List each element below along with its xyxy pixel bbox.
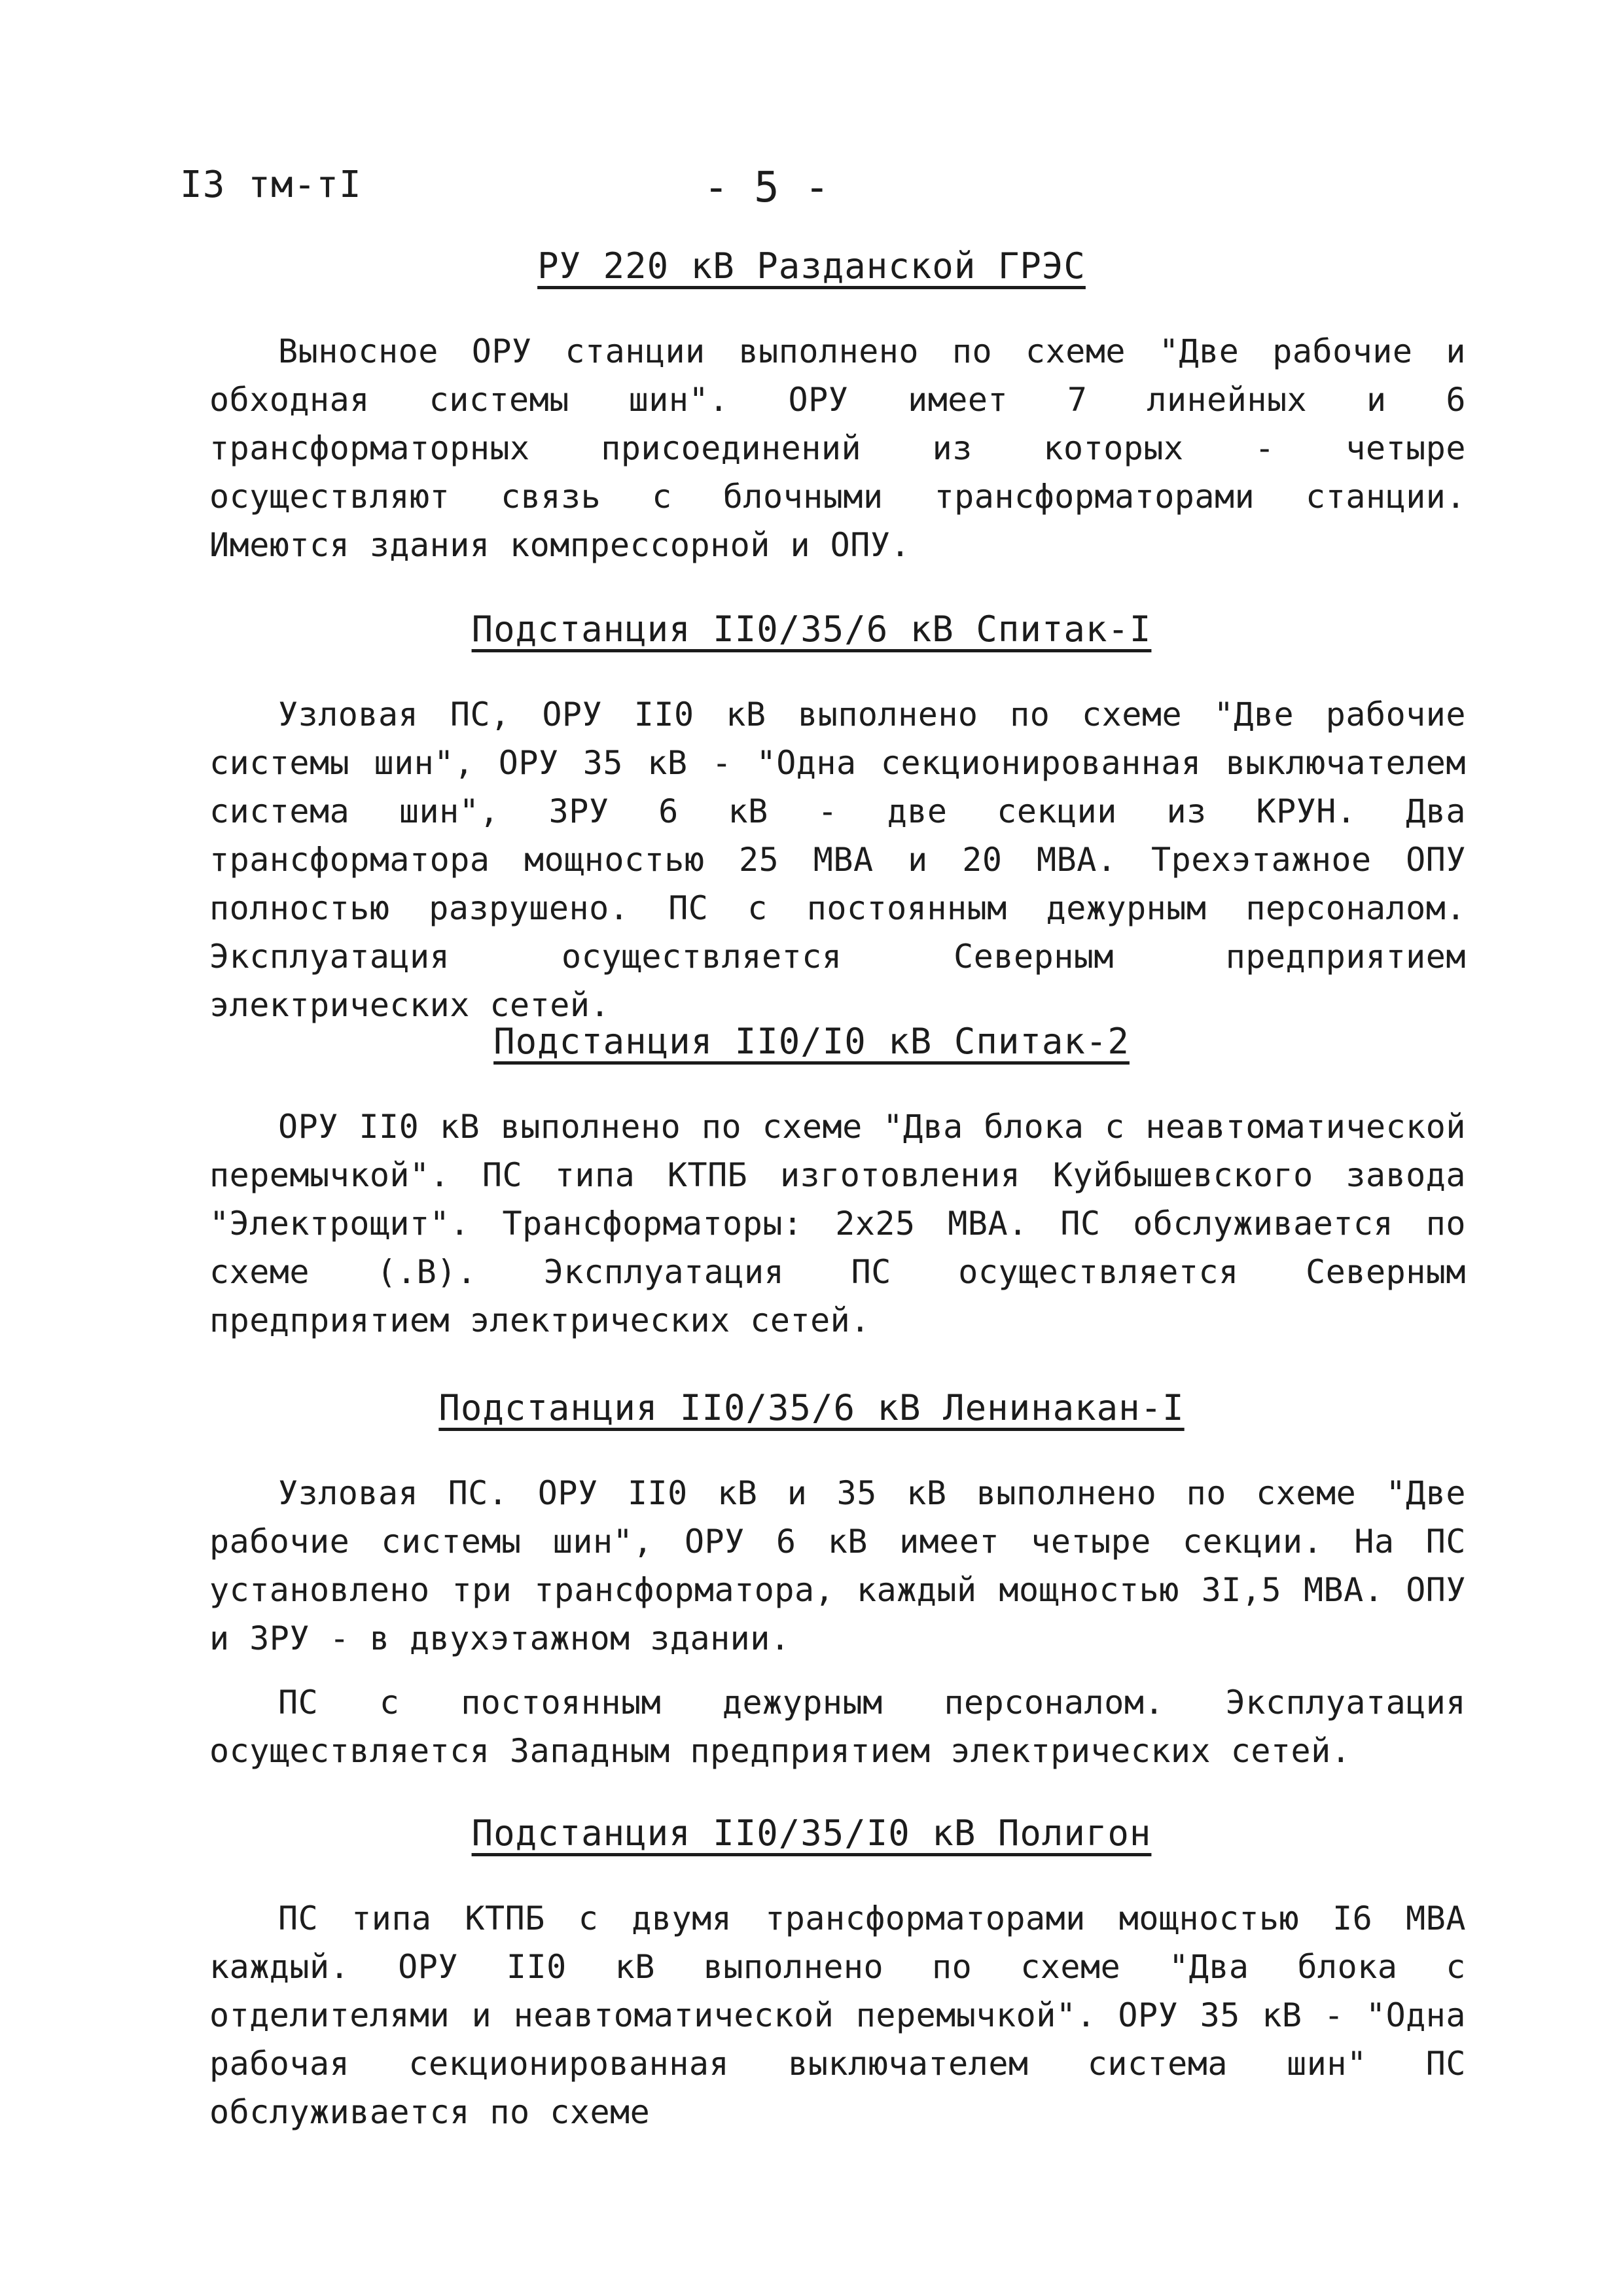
section-paragraph: ОРУ II0 кВ выполнено по схеме "Два блока с неавтоматической перемычкой". ПС типа КТПБ изготовления Куйбышевского завода "Электрощит". Трансформаторы: 2х25 МВА. ПС обслуживается по схеме (.В). Эксплуатация ПС осуществляется Северным предприятием электрических сетей. bbox=[209, 1108, 1466, 1339]
section-heading: РУ 220 кВ Разданской ГРЭС bbox=[537, 245, 1086, 287]
section-paragraph: ПС с постоянным дежурным персоналом. Эксплуатация осуществляется Западным предприятием электрических сетей. bbox=[209, 1684, 1466, 1770]
section-heading: Подстанция II0/35/I0 кВ Полигон bbox=[471, 1812, 1152, 1854]
section-heading: Подстанция II0/I0 кВ Спитак-2 bbox=[493, 1021, 1130, 1062]
section-paragraph: Выносное ОРУ станции выполнено по схеме "Две рабочие и обходная системы шин". ОРУ имеет 7 линейных и 6 трансформаторных присоединений из которых - четыре осуществляют связь с блочными трансформаторами станции. Имеются здания компрессорной и ОПУ. bbox=[209, 332, 1466, 564]
page-number: - 5 - bbox=[704, 164, 830, 212]
document-code: I3 тм-тI bbox=[180, 164, 362, 206]
section-paragraph: ПС типа КТПБ с двумя трансформаторами мощностью I6 МВА каждый. ОРУ II0 кВ выполнено по схеме "Два блока с отделителями и неавтоматической перемычкой". ОРУ 35 кВ - "Одна рабочая секционированная выключателем система шин" ПС обслуживается по схеме bbox=[209, 1899, 1466, 2131]
section-paragraph: Узловая ПС, ОРУ II0 кВ выполнено по схеме "Две рабочие системы шин", ОРУ 35 кВ - "Одна секционированная выключателем система шин", ЗРУ 6 кВ - две секции из КРУН. Два трансформатора мощностью 25 МВА и 20 МВА. Трехэтажное ОПУ полностью разрушено. ПС с постоянным дежурным персоналом. Эксплуатация осуществляется Северным предприятием электрических сетей. bbox=[209, 696, 1466, 1024]
section-heading: Подстанция II0/35/6 кВ Ленинакан-I bbox=[438, 1387, 1185, 1428]
section-heading: Подстанция II0/35/6 кВ Спитак-I bbox=[471, 609, 1152, 650]
section-paragraph: Узловая ПС. ОРУ II0 кВ и 35 кВ выполнено по схеме "Две рабочие системы шин", ОРУ 6 кВ имеет четыре секции. На ПС установлено три трансформатора, каждый мощностью 3I,5 МВА. ОПУ и ЗРУ - в двухэтажном здании. bbox=[209, 1474, 1466, 1657]
